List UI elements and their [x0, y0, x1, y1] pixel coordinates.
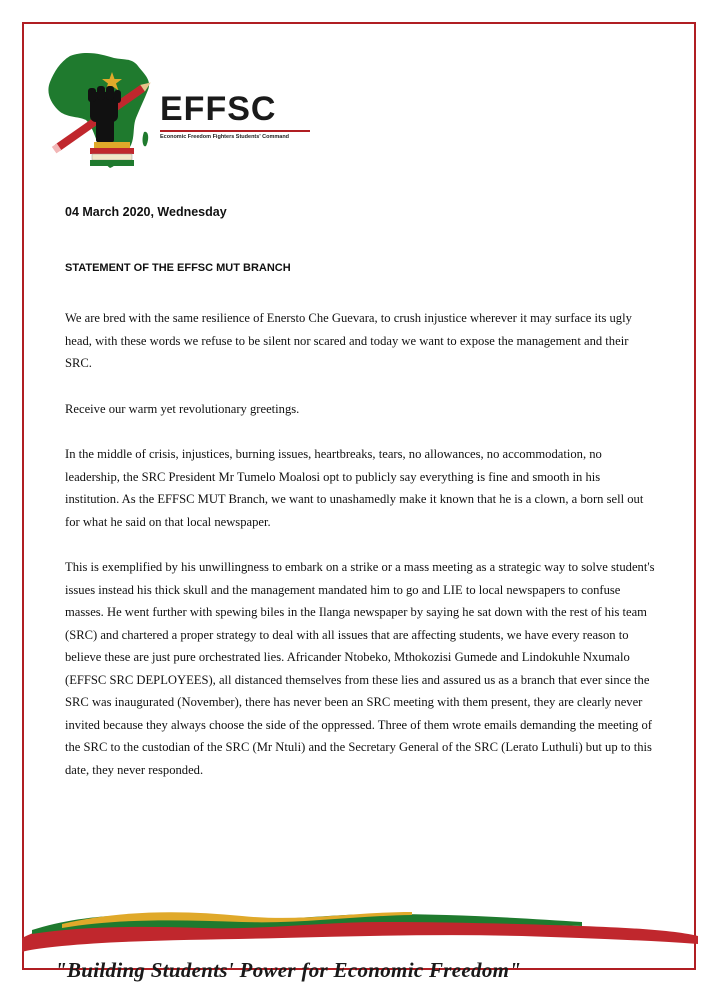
logo-divider [160, 130, 310, 132]
footer-slogan: "Building Students' Power for Economic Freedom" [55, 958, 522, 982]
footer-brush-stroke-decoration [22, 900, 698, 960]
paragraph: Receive our warm yet revolutionary greetings. [65, 401, 300, 416]
statement-body [65, 307, 657, 804]
paragraph: This is exemplified by his unwillingness to embark on a strike or a mass meeting as a strategic way to solve student's issues instead his thick skull and the management mandated him to go and LIE to local newspapers to confuse masses. He went further with spewing biles in the Ilanga newspaper by saying he sat down with the rest of his team (SRC) and chartered a proper strategy to deal with all issues that are affecting students, we have every reason to believe these are just pure orchestrated lies. Africander Ntobeko, Mthokozisi Gumede and Lindokuhle Nxumalo (EFFSC SRC DEPLOYEES), all distanced themselves from these lies and assured us as a branch that ever since the SRC was inaugurated (November), there has never been an SRC meeting with them present, they are clearly never invited because they always choose the side of the oppressed. Three of them wrote emails demanding the meeting of the SRC to the custodian of the SRC (Mr Ntuli) and the Secretary General of the SRC (Lerato Luthuli) but up to this date, they never responded. [65, 560, 655, 777]
paragraph: We are bred with the same resilience of Enersto Che Guevara, to crush injustice wherever it may surface its ugly head, with these words we refuse to be silent nor scared and today we want to expose the management and their SRC. [65, 311, 632, 370]
logo-title: EFFSC [160, 90, 277, 128]
effsc-logo [40, 48, 300, 178]
logo-subtitle: Economic Freedom Fighters Students' Command [160, 134, 290, 140]
statement-date: 04 March 2020, Wednesday [65, 205, 227, 219]
africa-fist-emblem-icon [40, 48, 170, 178]
paragraph: In the middle of crisis, injustices, burning issues, heartbreaks, tears, no allowances, no accommodation, no leadership, the SRC President Mr Tumelo Moalosi opt to publicly say everything is fine and smooth in his institution. As the EFFSC MUT Branch, we want to unashamedly make it known that he is a clown, a born sell out for what he said on that local newspaper. [65, 447, 644, 529]
statement-heading: STATEMENT OF THE EFFSC MUT BRANCH [65, 262, 291, 274]
